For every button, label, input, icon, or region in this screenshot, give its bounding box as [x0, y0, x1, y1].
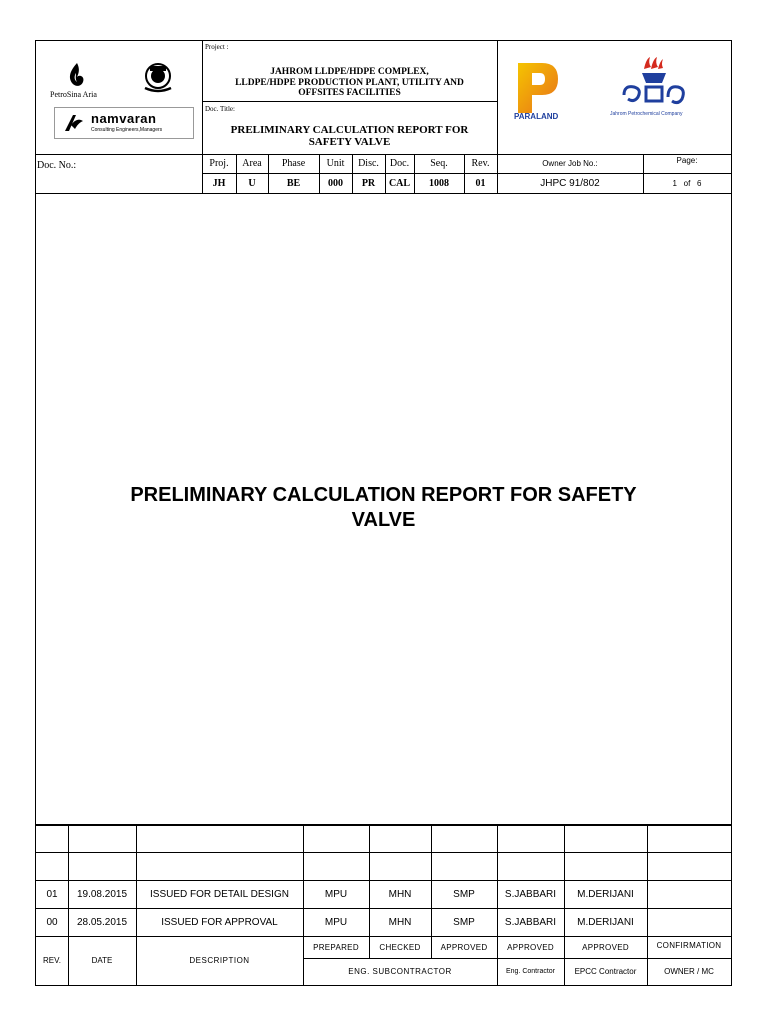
- page-value: 1 of 6: [672, 178, 702, 188]
- namvaran-name: namvaran: [91, 111, 157, 126]
- code-header-doc: Doc.: [389, 158, 410, 169]
- doc-title-line: SAFETY VALVE: [308, 136, 391, 148]
- namvaran-subtitle: Consulting Engineers,Managers: [91, 127, 163, 133]
- jahrom-logo-icon: [618, 55, 688, 111]
- rev-approved: SMP: [453, 916, 475, 928]
- code-value-seq: 1008: [429, 177, 449, 189]
- code-value-phase: BE: [286, 177, 301, 189]
- footer-approved-eng-label: APPROVED: [507, 942, 554, 952]
- revision-row-line: [36, 852, 731, 853]
- footer-confirmation-label: CONFIRMATION: [656, 940, 722, 950]
- code-value-disc: PR: [361, 177, 376, 189]
- namvaran-logo-box: [54, 107, 194, 139]
- rev-description: ISSUED FOR DETAIL DESIGN: [150, 888, 289, 900]
- rev-eng-contractor: S.JABBARI: [504, 916, 557, 928]
- code-value-rev: 01: [475, 177, 486, 189]
- page-label: Page:: [676, 156, 698, 165]
- client-logos: [36, 41, 202, 154]
- code-header-proj: Proj.: [209, 158, 229, 169]
- code-header-disc: Disc.: [358, 158, 379, 169]
- project-title-line: JAHROM LLDPE/HDPE COMPLEX,: [270, 67, 429, 77]
- rev-number: 00: [46, 916, 58, 928]
- rev-date: 19.08.2015: [76, 888, 128, 900]
- footer-eng-subcontractor-label: ENG. SUBCONTRACTOR: [348, 967, 452, 976]
- rev-number: 01: [46, 888, 58, 900]
- paraland-label: PARALAND: [514, 112, 559, 121]
- main-title-line: PRELIMINARY CALCULATION REPORT FOR SAFETY: [130, 484, 637, 506]
- owner-job-value: JHPC 91/802: [540, 177, 600, 189]
- main-title-line: VALVE: [351, 509, 416, 531]
- footer-rev-label: REV.: [43, 956, 61, 965]
- footer-checked-label: CHECKED: [379, 942, 421, 952]
- owner-job-label: Owner Job No.:: [542, 159, 598, 168]
- rev-epcc: M.DERIJANI: [577, 888, 634, 900]
- petrosina-label: PetroSina Aria: [50, 90, 97, 99]
- rev-prepared: MPU: [324, 916, 348, 928]
- rev-approved: SMP: [453, 888, 475, 900]
- code-header-area: Area: [242, 158, 262, 169]
- header-bottom-border: [36, 193, 731, 194]
- paraland-logo-icon: [514, 59, 564, 115]
- project-title-divider: [202, 101, 497, 102]
- footer-owner-mc-label: OWNER / MC: [664, 967, 714, 976]
- code-header-seq: Seq.: [430, 158, 448, 169]
- revision-table-top: [36, 824, 731, 826]
- project-title-line: OFFSITES FACILITIES: [298, 88, 401, 98]
- code-header-rev: Rev.: [471, 158, 490, 169]
- code-value-area: U: [248, 177, 256, 189]
- doc-title: [202, 124, 497, 148]
- rev-epcc: M.DERIJANI: [577, 916, 634, 928]
- footer-epcc-contractor-label: EPCC Contractor: [574, 967, 637, 976]
- footer-eng-contractor-label: Eng. Contractor: [505, 968, 556, 975]
- rev-checked: MHN: [388, 888, 412, 900]
- rev-date: 28.05.2015: [76, 916, 128, 928]
- code-value-unit: 000: [328, 177, 343, 189]
- doc-no-label: Doc. No.:: [37, 160, 77, 171]
- main-document-title: [36, 483, 731, 533]
- footer-prepared-label: PREPARED: [313, 942, 359, 952]
- rev-eng-contractor: S.JABBARI: [504, 888, 557, 900]
- code-header-phase: Phase: [281, 158, 306, 169]
- footer-approved-epcc-label: APPROVED: [582, 942, 629, 952]
- jahrom-label: Jahrom Petrochemical Company: [610, 111, 683, 117]
- project-title: [202, 67, 497, 99]
- round-emblem-logo-icon: [141, 61, 175, 95]
- footer-approved-label: APPROVED: [440, 942, 488, 952]
- petrosina-logo-icon: [64, 61, 90, 89]
- rev-checked: MHN: [388, 916, 412, 928]
- namvaran-logo-icon: [63, 113, 85, 133]
- footer-date-label: DATE: [91, 956, 113, 965]
- code-header-unit: Unit: [326, 158, 345, 169]
- rev-description: ISSUED FOR APPROVAL: [161, 916, 278, 928]
- project-title-line: LLDPE/HDPE PRODUCTION PLANT, UTILITY AND: [235, 77, 464, 88]
- project-caption: Project :: [205, 43, 229, 51]
- contractor-logos: [498, 41, 731, 154]
- rev-prepared: MPU: [324, 888, 348, 900]
- code-value-doc: CAL: [388, 177, 411, 189]
- doc-title-line: PRELIMINARY CALCULATION REPORT FOR: [230, 124, 469, 136]
- footer-description-label: DESCRIPTION: [189, 956, 250, 965]
- code-value-proj: JH: [212, 177, 226, 189]
- doc-title-caption: Doc. Title:: [205, 105, 235, 113]
